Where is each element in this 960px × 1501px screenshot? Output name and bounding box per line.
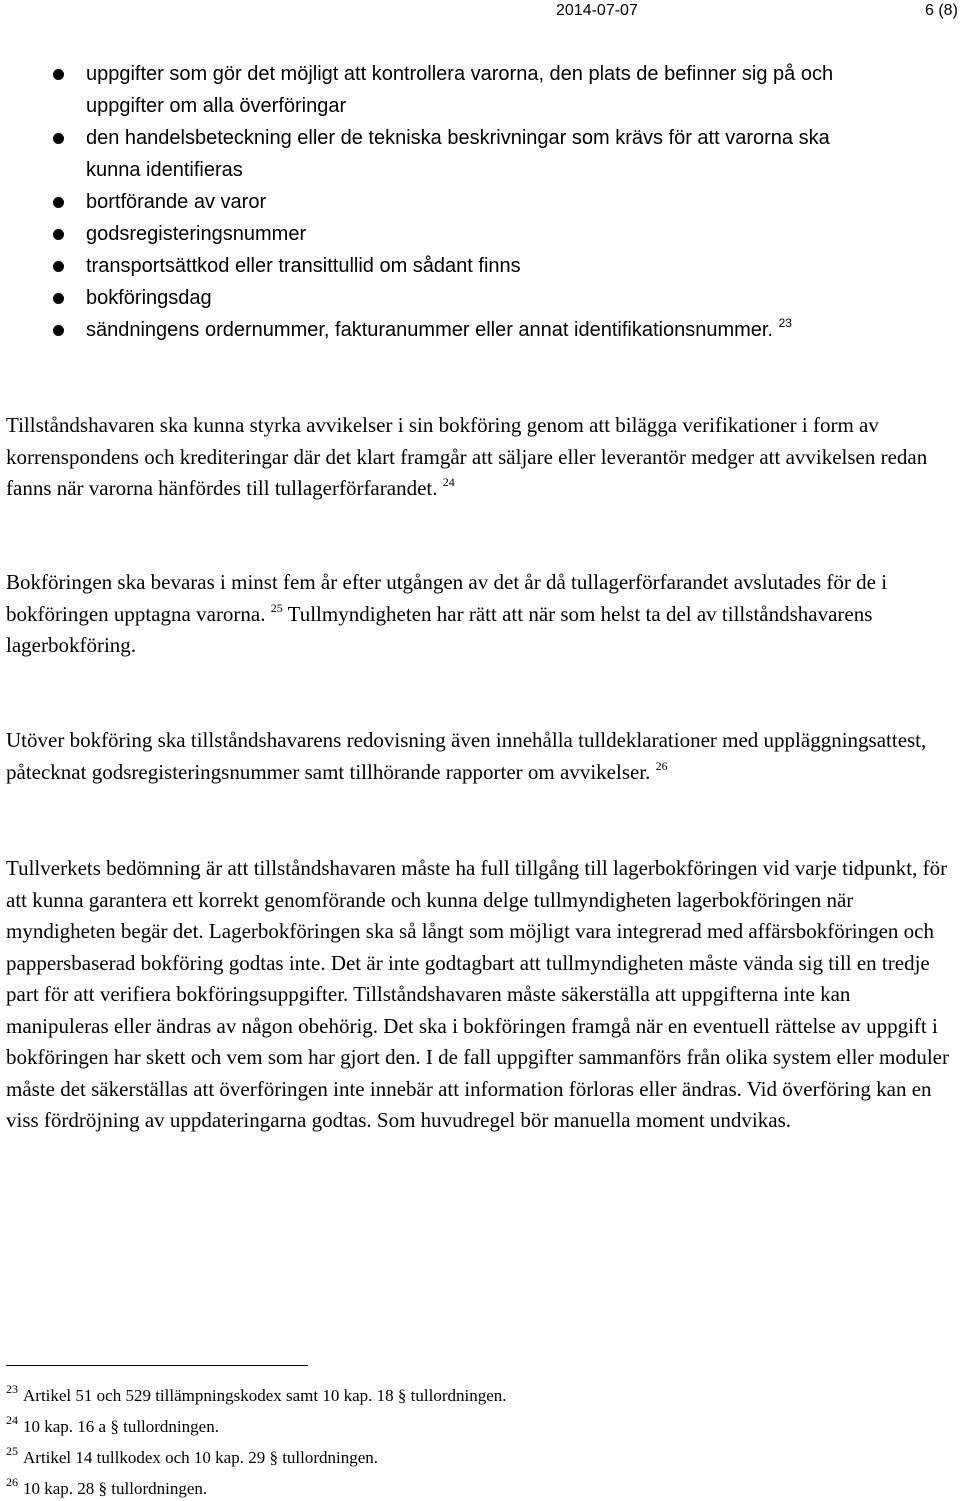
footnote-text: Artikel 51 och 529 tillämpningskodex samt 10 kap. 18 § tullordningen. — [23, 1386, 507, 1405]
requirements-bullet-list — [0, 58, 960, 346]
list-item — [0, 250, 846, 282]
paragraph-deviations — [6, 410, 954, 505]
list-item — [0, 218, 846, 250]
footnote-ref[interactable]: 25 — [270, 600, 283, 615]
paragraph-text: Utöver bokföring ska tillståndshavarens redovisning även innehålla tulldeklarationer med uppläggningsattest, påtecknat godsregisteringsnummer samt tillhörande rapporter om avvikelser. — [6, 728, 927, 784]
paragraph-text: Bokföringen ska bevaras i minst fem år efter utgången av det år då tullagerförfarandet avslutades för de i bokföringen upptagna varorna. — [6, 570, 888, 626]
footnotes-list — [6, 1377, 946, 1501]
paragraph-text: Tullverkets bedömning är att tillståndshavaren måste ha full tillgång till lagerbokföringen vid varje tidpunkt, för att kunna garantera ett korrekt genomförande och kunna delge tullmyndigheten lagerbokföringen när myndigheten begär det. Lagerbokföringen ska så långt som möjligt vara integrerad med affärsbokföringen och pappersbaserad bokföring godtas inte. Det är inte godtagbart att tullmyndigheten måste vända sig till en tredje part för att verifiera bokföringsuppgifter. Tillståndshavaren måste säkerställa att uppgifterna inte kan manipuleras eller ändras av någon obehörig. Det ska i bokföringen framgå när en eventuell rättelse av uppgift i bokföringen har skett och vem som har gjort den. I de fall uppgifter sammanförs från olika system eller moduler måste det säkerställas att överföringen inte innebär att information förloras eller ändras. Vid överföring kan en viss fördröjning av uppdateringarna godtas. Som huvudregel bör manuella moment undvikas. — [6, 856, 949, 1132]
page-header — [0, 2, 960, 26]
paragraph-text: Tullmyndigheten har rätt att när som helst ta del av tillståndshavarens lagerbokföring. — [6, 601, 873, 657]
list-item — [0, 186, 846, 218]
footnote-number: 26 — [6, 1475, 18, 1489]
footnote-ref[interactable]: 24 — [442, 475, 455, 489]
paragraph-retention — [6, 567, 954, 662]
list-item-text: den handelsbeteckning eller de tekniska beskrivningar som krävs för att varorna ska kunna identifieras — [86, 127, 830, 181]
list-item-text: sändningens ordernummer, fakturanummer eller annat identifikationsnummer. — [86, 319, 774, 341]
list-item — [0, 314, 846, 346]
footnote — [6, 1377, 946, 1408]
list-item-text: bokföringsdag — [86, 287, 212, 309]
list-item-text: uppgifter som gör det möjligt att kontrollera varorna, den plats de befinner sig på och uppgifter om alla överföringar — [86, 63, 834, 117]
paragraph-text: Tillståndshavaren ska kunna styrka avvikelser i sin bokföring genom att bilägga verifikationer i form av korrenspondens och krediteringar där det klart framgår att säljare eller leverantör medger att avvikelsen redan fanns när varorna hänfördes till tullagerförfarandet. — [6, 413, 928, 500]
footnote-ref[interactable]: 23 — [778, 316, 792, 330]
bullet-icon — [53, 261, 64, 272]
footnote-number: 24 — [6, 1413, 18, 1427]
list-item — [0, 122, 846, 186]
list-item — [0, 58, 846, 122]
bullet-icon — [53, 69, 64, 80]
header-date: 2014-07-07 — [556, 2, 638, 19]
bullet-icon — [53, 133, 64, 144]
header-page-number: 6 (8) — [925, 2, 958, 19]
footnote — [6, 1408, 946, 1439]
footnote-number: 25 — [6, 1444, 18, 1458]
footnote-text: Artikel 14 tullkodex och 10 kap. 29 § tullordningen. — [23, 1448, 379, 1467]
bullet-icon — [53, 229, 64, 240]
list-item-text: godsregisteringsnummer — [86, 223, 307, 245]
paragraph-reporting — [6, 725, 954, 788]
paragraph-assessment — [6, 853, 954, 1137]
footnote-ref[interactable]: 26 — [655, 758, 668, 773]
footnote-text: 10 kap. 16 a § tullordningen. — [23, 1417, 219, 1436]
list-item-text: transportsättkod eller transittullid om sådant finns — [86, 255, 521, 277]
bullet-icon — [53, 197, 64, 208]
footnote-divider — [6, 1365, 308, 1366]
footnote — [6, 1470, 946, 1501]
bullet-icon — [53, 293, 64, 304]
list-item — [0, 282, 846, 314]
list-item-text: bortförande av varor — [86, 191, 267, 213]
footnote — [6, 1439, 946, 1470]
footnote-number: 23 — [6, 1382, 18, 1396]
bullet-icon — [53, 325, 64, 336]
footnote-text: 10 kap. 28 § tullordningen. — [23, 1479, 208, 1498]
